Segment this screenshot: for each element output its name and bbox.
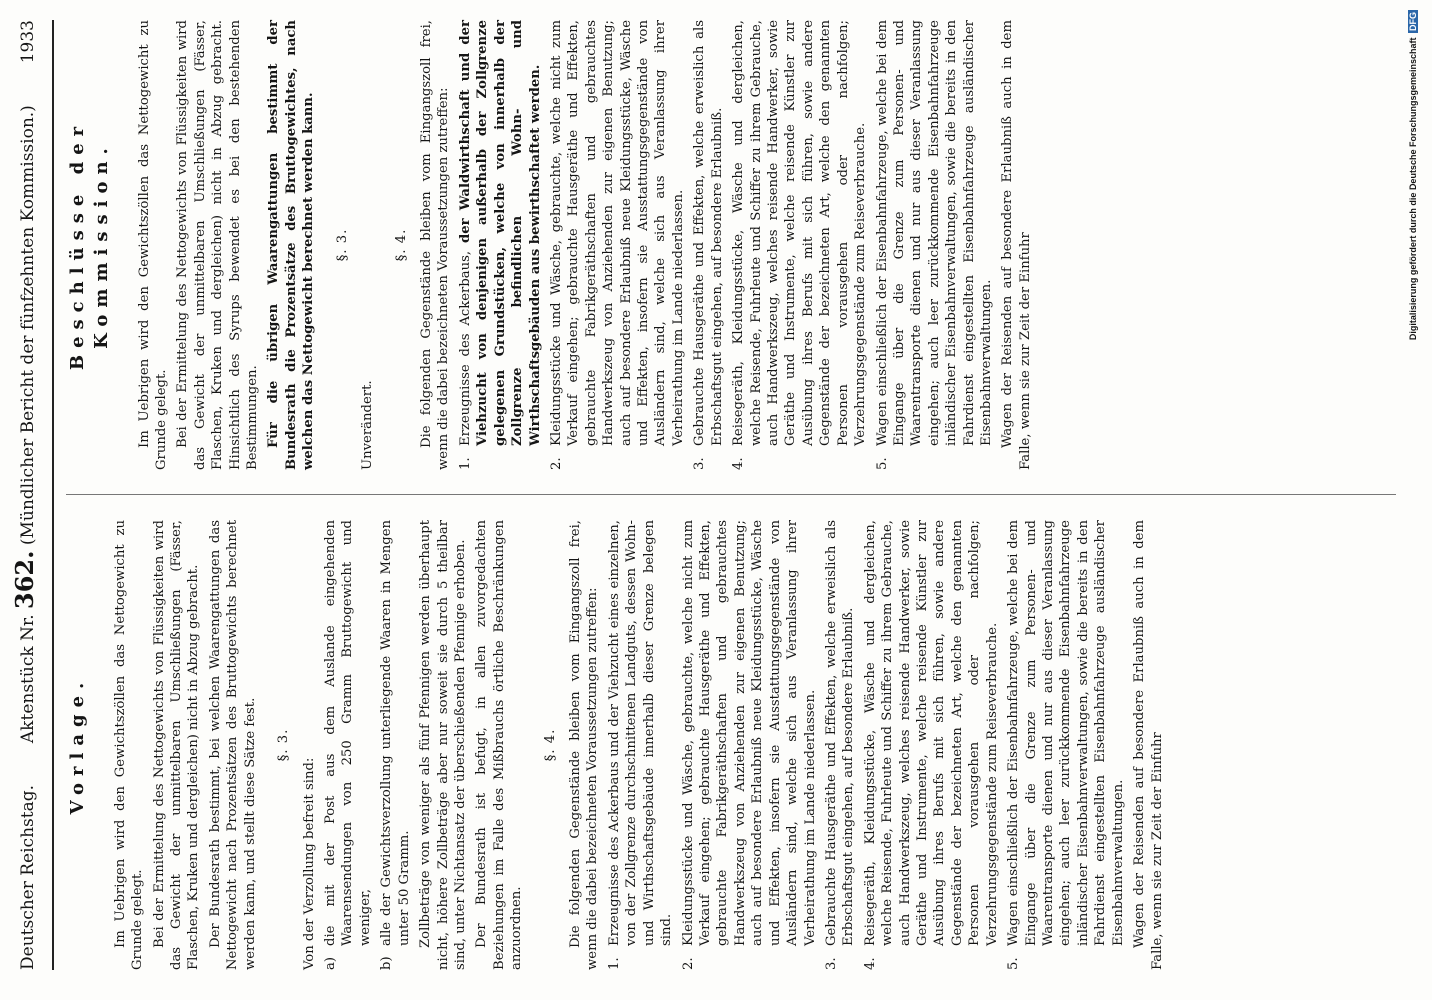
column-divider [66,494,1396,495]
list-item-label: 4. [731,457,747,470]
kommission-section-3-title: §. 3. [334,228,350,262]
list-item [691,20,726,470]
vorlage-title: Vorlage. [67,675,88,815]
amended-text: der Waldwirthschaft und der Viehzucht von denjenigen außerhalb der Zollgrenze gelegenen Grundstücken, welche von innerhalb der Zollgrenze befindlichen Wohn- und Wirthschaftsgebäuden aus bewirthschaftet werden. [457,20,543,446]
vorlage-section-4-list [606,520,1127,970]
list-item-label: 1. [457,457,473,470]
list-item-text: Reisegeräth, Kleidungsstücke, Wäsche und dergleichen, welche Reisende, Fuhrleute und Schiffer zu ihrem Gebrauche, auch Handwerkszeug, welches reisende Handwerker, sowie Geräthe und Instrumente, welche reisende Künstler zur Ausübung ihres Berufs mit sich führen, sowie andere Gegenstände der bezeichneten Art, welche den genannten Personen vorausgehen oder nachfolgen; Verzehrungsgegenstände zum Reiseverbrauche. [862,520,1000,946]
list-item-text: Kleidungsstücke und Wäsche, gebrauchte, welche nicht zum Verkauf eingehen; gebrauchte Hausgeräthe und Effekten, gebrauchte Fabrikgeräthschaften und gebrauchtes Handwerkszeug von Anziehenden zur eigenen Benutzung; auch auf besondere Erlaubniß neue Kleidungsstücke, Wäsche und Effekten, insofern sie Ausstattungsgegenstände von Ausländern sind, welche sich aus Veranlassung ihrer Verheirathung im Lande niederlassen. [680,520,818,946]
kommission-intro-3: Für die übrigen Waarengattungen bestimmt der Bundesrath die Prozentsätze des Bruttogewichtes, nach welchen das Nettogewicht berechnet werden kann. [266,20,317,470]
list-item-label: 2. [548,457,564,470]
kommission-title: Beschlüsse der Kommission. [67,119,112,371]
vorlage-section-3-list [322,520,413,970]
list-item-label: 3. [692,457,708,470]
kommission-intro-1: Im Uebrigen wird den Gewichtszöllen das Nettogewicht zu Grunde gelegt. [136,20,169,470]
list-item-text: Reisegeräth, Kleidungsstücke, Wäsche und dergleichen, welche Reisende, Fuhrleute und Schiffer zu ihrem Gebrauche, auch Handwerkszeug, welches reisende Handwerker, sowie Geräthe und Instrumente, welche reisende Künstler zur Ausübung ihres Berufs mit sich führen, sowie andere Gegenstände der bezeichneten Art, welche den genannten Personen vorausgehen oder nachfolgen; Verzehrungsgegenstände zum Reiseverbrauche. [731,20,869,446]
vorlage-item-5-continuation: Wagen der Reisenden auf besondere Erlaubniß auch in dem Falle, wenn sie zur Zeit der Einfuhr [1132,520,1165,970]
list-item-text: die mit der Post aus dem Auslande eingehenden Waarensendungen von 250 Gramm Bruttogewicht und weniger, [322,520,373,946]
list-item-text: Gebrauchte Hausgeräthe und Effekten, welche erweislich als Erbschaftsgut eingehen, auf besondere Erlaubniß. [823,520,857,946]
header-center-prefix: Aktenstück Nr. [18,614,38,744]
header-center [10,105,39,743]
vorlage-intro-1: Im Uebrigen wird den Gewichtszöllen das Nettogewicht zu Grunde gelegt. [112,520,146,970]
list-item [680,520,819,970]
list-item-label: 5. [874,457,890,470]
list-item-text: Kleidungsstücke und Wäsche, gebrauchte, welche nicht zum Verkauf eingehen; gebrauchte Hausgeräthe und Effekten, gebrauchte Fabrikgeräthschaften und gebrauchtes Handwerkszeug von Anziehenden zur eigenen Benutzung; auch auf besondere Erlaubniß neue Kleidungsstücke, Wäsche und Effekten, insofern sie Ausstattungsgegenstände von Ausländern sind, welche sich aus Veranlassung ihrer Verheirathung im Lande niederlassen. [548,20,686,446]
vorlage-section-4-title: §. 4. [542,728,558,762]
list-item-text: Erzeugnisse des Ackerbaus und der Viehzucht eines einzelnen, von der Zollgrenze durchschnittenen Landguts, dessen Wohn- und Wirthschaftsgebäude innerhalb dieser Grenze belegen sind. [606,520,675,946]
list-item-text: Gebrauchte Hausgeräthe und Effekten, welche erweislich als Erbschaftsgut eingehen, auf besondere Erlaubniß. [692,20,725,446]
kommission-column [66,20,1038,470]
list-item [862,520,1001,970]
dfg-logo: DFG [1408,12,1418,31]
vorlage-intro-3: Der Bundesrath bestimmt, bei welchen Waarengattungen das Nettogewicht nach Prozentsätzen des Bruttogewichts berechnet werden kann, und stellt diese Sätze fest. [207,520,258,970]
kommission-item-5-continuation: Wagen der Reisenden auf besondere Erlaubniß auch in dem Falle, wenn sie zur Zeit der Einfuhr [1000,20,1033,470]
list-item-label: 1. [606,957,622,970]
vorlage-section-3-p3: Der Bundesrath ist befugt, in allen zuvorgedachten Beziehungen im Falle des Mißbrauchs örtliche Beschränkungen anzuordnen. [474,520,525,970]
list-item [823,520,858,970]
list-item [1005,520,1127,970]
list-item [606,520,676,970]
vorlage-section-4-lead: Die folgenden Gegenstände bleiben vom Eingangszoll frei, wenn die dabei bezeichneten Voraussetzungen zutreffen: [568,520,601,970]
list-item-label: b) [379,956,395,970]
kommission-intro-2: Bei der Ermittelung des Nettogewichts von Flüssigkeiten wird das Gewicht der unmittelbaren Umschließungen (Fässer, Flaschen, Kruken und dergleichen) nicht in Abzug gebracht. Hinsichtlich des Syrups bewendet es bei den bestehenden Bestimmungen. [175,20,261,470]
vorlage-section-3-lead: Von der Verzollung befreit sind: [301,757,317,970]
list-item-label: 2. [680,957,696,970]
page-number: 1933 [18,20,38,64]
kommission-section-4-list [457,20,996,470]
running-header [10,20,50,970]
header-rule [52,20,54,970]
vorlage-section-3-p2: Zollbeträge von weniger als fünf Pfennigen werden überhaupt nicht, höhere Zollbeträge aber nur soweit sie durch 5 theilbar sind, unter Nichtansatz der überschießenden Pfennige erhoben. [418,520,468,970]
list-item-label: 4. [862,957,878,970]
list-item-label: a) [322,956,338,970]
list-item-label: 5. [1006,957,1022,970]
digitization-footer [1408,10,1418,400]
kommission-section-4-lead: Die folgenden Gegenstände bleiben vom Eingangszoll frei, wenn die dabei bezeichneten Voraussetzungen zutreffen: [418,20,452,470]
header-left: Deutscher Reichstag. [18,785,38,970]
vorlage-section-3-title: §. 3. [276,728,292,762]
list-item-text: alle der Gewichtsverzollung unterliegende Waaren in Mengen unter 50 Gramm. [379,520,412,946]
list-item [730,20,869,470]
kommission-section-4-title: §. 4. [393,228,409,262]
list-item [548,20,687,470]
vorlage-intro-2: Bei der Ermittelung des Nettogewichts von Flüssigkeiten wird das Gewicht der unmittelbaren Umschließungen (Fässer, Flaschen, Kruken und dergleichen) nicht in Abzug gebracht. [151,520,202,970]
header-center-suffix: (Mündlicher Bericht der fünfzehnten Kommission.) [18,105,38,546]
list-item [457,20,544,470]
list-item-label: 3. [823,957,839,970]
list-item-text: Wagen einschließlich der Eisenbahnfahrzeuge, welche bei dem Eingange über die Grenze zum Personen- und Waarentransporte dienen und nur aus dieser Veranlassung eingehen; auch leer zurückkommende Eisenbahnfahrzeuge inländischer Eisenbahnverwaltungen, sowie die bereits in den Fahrdienst eingestellten Eisenbahnfahrzeuge ausländischer Eisenbahnverwaltungen. [874,20,995,446]
kommission-section-3-unchanged: Unverändert. [360,380,376,470]
list-item-text: Erzeugnisse des Ackerbaus, [457,250,473,446]
list-item-text: Wagen einschließlich der Eisenbahnfahrzeuge, welche bei dem Eingange über die Grenze zum Personen- und Waarentransporte dienen und nur aus dieser Veranlassung eingehen; auch leer zurückkommende Eisenbahnfahrzeuge inländischer Eisenbahnverwaltungen, sowie die bereits in den Fahrdienst eingestellten Eisenbahnfahrzeuge ausländischer Eisenbahnverwaltungen. [1006,520,1126,946]
vorlage-column [66,520,1170,970]
footer-text: Digitalisierung gefördert durch die Deutsche Forschungsgemeinschaft [1408,37,1418,341]
document-number: 362. [10,550,39,609]
list-item [378,520,413,970]
list-item [874,20,996,470]
list-item [322,520,374,970]
